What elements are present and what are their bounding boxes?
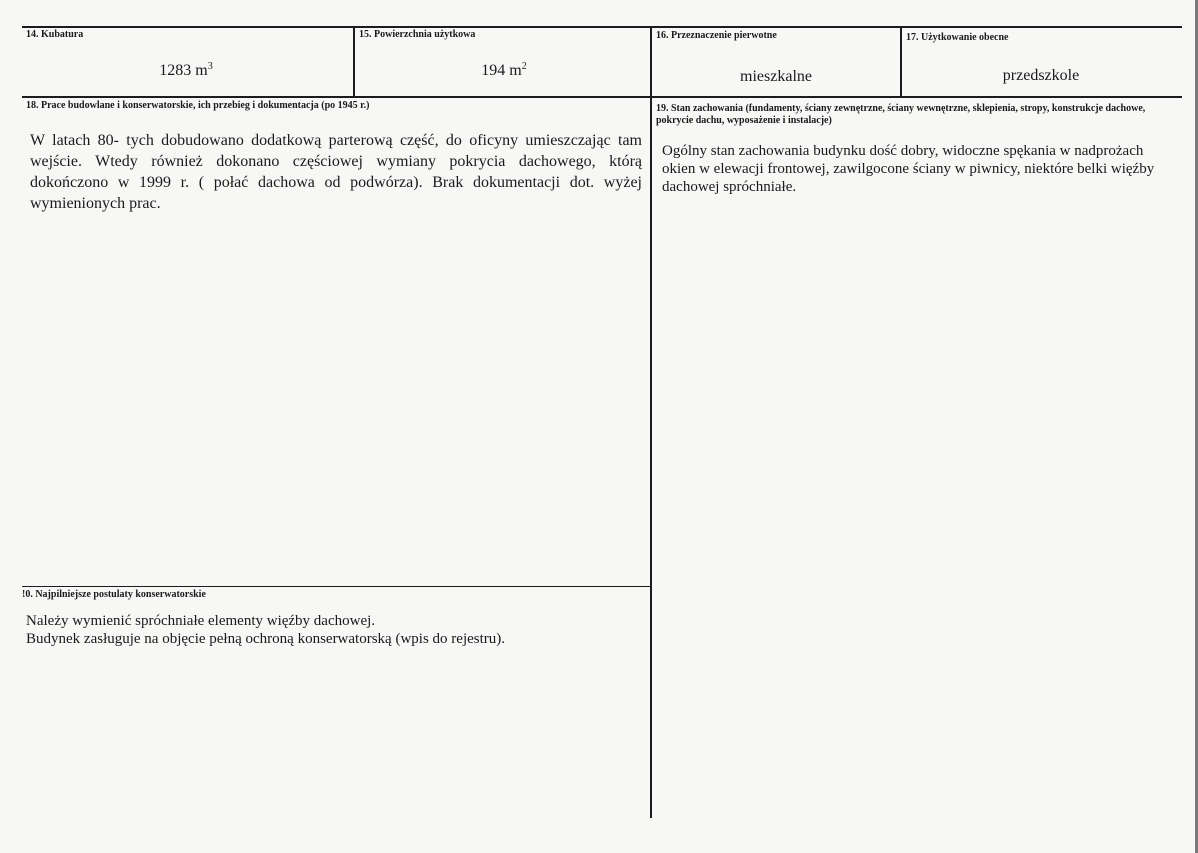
uzytkowanie-value: przedszkole: [1002, 67, 1080, 84]
row-divider: [22, 96, 1182, 98]
top-border: [22, 26, 1182, 28]
przeznaczenie-value: mieszkalne: [740, 68, 812, 85]
prace-label: 18. Prace budowlane i konserwatorskie, ich przebieg i dokumentacja (po 1945 r.): [26, 100, 370, 111]
section-20-divider: [22, 586, 650, 587]
prace-text: W latach 80- tych dobudowano dodatkową parterową część, do oficyny umieszczając tam wejście. Wtedy również dokonano częściowej wymiany pokrycia dachowego, którą dokończono w 1999 r. ( połać dachowa od podwórza). Brak dokumentacji dot. wyżej wymienionych prac.: [30, 132, 642, 212]
uzytkowanie-label: 17. Użytkowanie obecne: [906, 32, 1009, 43]
kubatura-label: 14. Kubatura: [26, 29, 84, 40]
postulaty-line1: Należy wymienić spróchniałe elementy więźby dachowej.: [26, 613, 376, 629]
main-vertical-divider: [650, 26, 652, 818]
powierzchnia-label: 15. Powierzchnia użytkowa: [359, 29, 476, 40]
przeznaczenie-label: 16. Przeznaczenie pierwotne: [656, 30, 777, 41]
postulaty-label: !0. Najpilniejsze postulaty konserwatorskie: [22, 589, 206, 600]
kubatura-value: 1283 $m^3$: [159, 61, 213, 79]
postulaty-line2: Budynek zasługuje na objęcie pełną ochroną konserwatorską (wpis do rejestru).: [26, 631, 506, 647]
divider-16-17: [900, 26, 902, 98]
stan-text: Ogólny stan zachowania budynku dość dobry, widoczne spękania w nadprożach okien w elewacji frontowej, zawilgocone ściany w piwnicy, niektóre belki więźby dachowej spróchniałe.: [662, 143, 1155, 195]
powierzchnia-value: 194 $m^2$: [481, 61, 527, 79]
divider-14-15: [353, 26, 355, 98]
stan-label: 19. Stan zachowania (fundamenty, ściany zewnętrzne, ściany wewnętrzne, sklepienia, stropy, konstrukcje dachowe, pokrycie dachu, wyposażenie i instalacje): [656, 103, 1146, 126]
